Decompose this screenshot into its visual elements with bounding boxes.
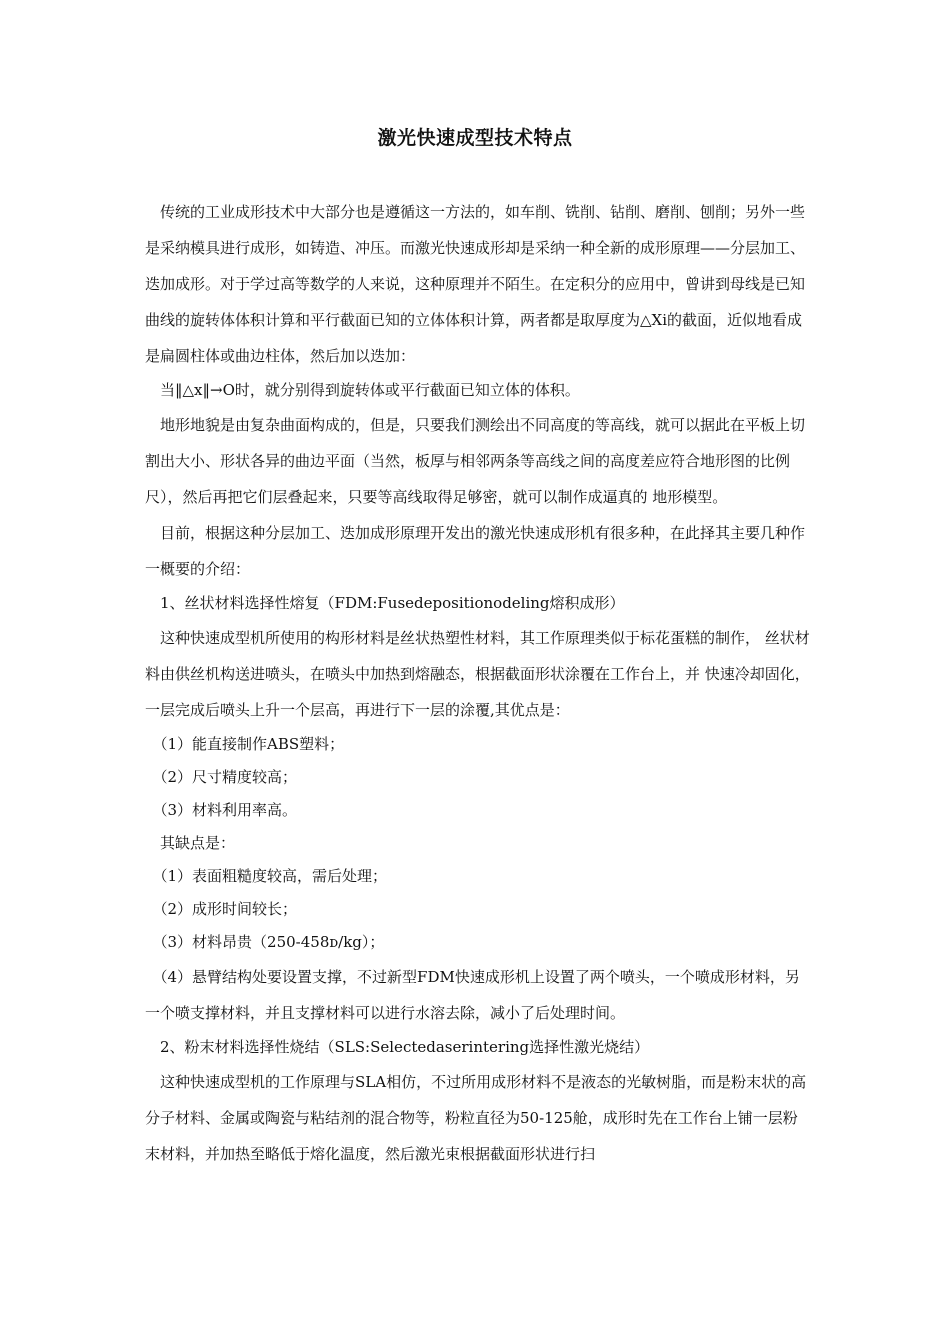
list-item-advantage-3: （3）材料利用率高。 (145, 801, 298, 819)
paragraph-sls-principle: 这种快速成型机的工作原理与SLA相仿，不过所用成形材料不是液态的光敏树脂，而是粉末状的高分子材料、金属或陶瓷与粘结剂的混合物等，粉粒直径为50-125舱，成形时先在工作台上铺一层粉末材料，并加热至略低于熔化温度，然后激光束根据截面形状进行扫 (145, 1073, 807, 1163)
list-item-advantage-2: （2）尺寸精度较高； (145, 768, 298, 786)
list-item-disadvantage-4: （4）悬臂结构处要设置支撑，不过新型FDM快速成形机上设置了两个喷头，一个喷成形材料，另一个喷支撑材料，并且支撑材料可以进行水溶去除，减小了后处理时间。 (145, 968, 800, 1022)
document-body (145, 194, 810, 1172)
paragraph-terrain: 地形地貌是由复杂曲面构成的，但是，只要我们测绘出不同高度的等高线，就可以据此在平板上切割出大小、形状各异的曲边平面（当然，板厚与相邻两条等高线之间的高度差应符合地形图的比例尺），然后再把它们层叠起来，只要等高线取得足够密，就可以制作成逼真的 地形模型。 (145, 416, 806, 506)
section-heading-fdm: 1、丝状材料选择性熔复（FDM:Fusedepositionodeling熔积成形） (145, 594, 625, 612)
section-heading-sls: 2、粉末材料选择性烧结（SLS:Selectedaserintering选择性激光烧结） (145, 1038, 650, 1056)
paragraph-fdm-principle: 这种快速成型机所使用的构形材料是丝状热塑性材料，其工作原理类似于标花蛋糕的制作， 丝状材料由供丝机构送进喷头，在喷头中加热到熔融态，根据截面形状涂覆在工作台上，并 快速冷却固化，一层完成后喷头上升一个层高，再进行下一层的涂覆,其优点是： (145, 629, 810, 719)
list-item-disadvantage-1: （1）表面粗糙度较高，需后处理； (145, 867, 388, 885)
paragraph-intro: 传统的工业成形技术中大部分也是遵循这一方法的，如车削、铣削、钻削、磨削、刨削；另外一些是采纳模具进行成形，如铸造、冲压。而激光快速成形却是采纳一种全新的成形原理——分层加工、迭加成形。对于学过高等数学的人来说，这种原理并不陌生。在定积分的应用中，曾讲到母线是已知曲线的旋转体体积计算和平行截面已知的立体体积计算，两者都是取厚度为△Xi的截面，近似地看成是扁圆柱体或曲边柱体，然后加以迭加： (145, 203, 806, 365)
document-title: 激光快速成型技术特点 (377, 127, 573, 149)
list-item-disadvantage-3: （3）材料昂贵（250-458ᴅ/kg）； (145, 933, 385, 951)
disadvantages-heading: 其缺点是： (145, 834, 236, 852)
list-item-advantage-1: （1）能直接制作ABS塑料； (145, 735, 345, 753)
list-item-disadvantage-2: （2）成形时间较长； (145, 900, 298, 918)
paragraph-current: 目前，根据这种分层加工、迭加成形原理开发出的激光快速成形机有很多种，在此择其主要几种作一概要的介绍： (145, 524, 806, 578)
paragraph-limit: 当‖△x‖→O时，就分别得到旋转体或平行截面已知立体的体积。 (145, 381, 580, 399)
